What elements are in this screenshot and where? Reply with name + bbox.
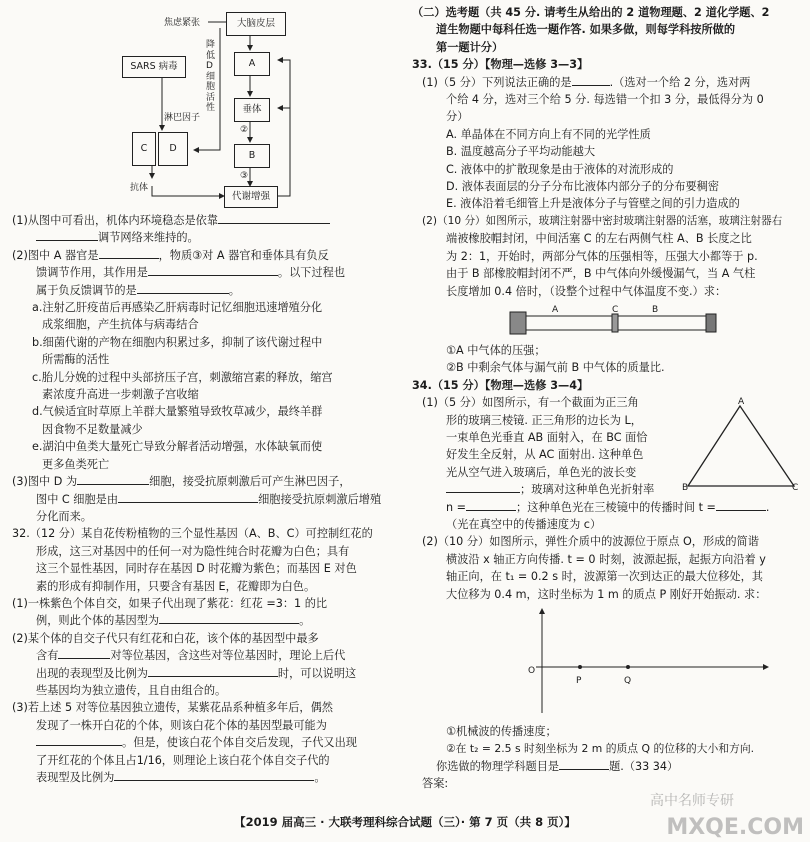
- choose-blank: [559, 758, 609, 770]
- q31-2f: 。: [228, 283, 240, 297]
- option-c-line2: 素浓度升高进一步刺激子宫收缩: [42, 388, 199, 402]
- q32-2e: 时，可以说明这: [277, 666, 357, 680]
- q32-1c: 。: [299, 614, 311, 628]
- q34-1-blank3: [716, 499, 766, 511]
- page-footer: 【2019 届高三 · 大联考理科综合试题（三）· 第 7 页（共 8 页）】: [234, 815, 576, 829]
- q34-2b: 横波沿 x 轴正方向传播. t = 0 时刻，波源起振，起振方向沿着 y: [446, 552, 766, 566]
- organ-b-box: B: [234, 144, 270, 168]
- option-a-line2: 成浆细胞，产生抗体与病毒结合: [42, 318, 199, 332]
- substance-3-label: ③: [240, 171, 249, 181]
- q33-1b: .（选对一个给 2 分，选对两: [609, 75, 751, 89]
- cortex-box: 大脑皮层: [226, 12, 286, 36]
- q34-1i: .: [765, 500, 770, 514]
- q32-3c: 。但是，使该白花个体自交后发现，子代又出现: [122, 736, 357, 750]
- q31-3e: 分化而来。: [36, 509, 92, 523]
- prism-triangle: [682, 402, 802, 492]
- diagram-arrows: [12, 0, 396, 212]
- right-column: [412, 0, 800, 793]
- q32-3-blank2: [114, 769, 314, 781]
- q33-1d: 分）: [446, 110, 469, 124]
- q33-option-a: A. 单晶体在不同方向上有不同的光学性质: [446, 127, 651, 141]
- q31-3c: 图中 C 细胞是由: [36, 492, 119, 506]
- q31-1b-blank: [36, 229, 98, 241]
- q33-option-d: D. 液体表面层的分子分布比液体内部分子的分布要稠密: [446, 180, 720, 194]
- q34-1-blank1: [446, 481, 520, 493]
- answer-label: 答案:: [422, 777, 449, 791]
- syringe-label-b: B: [652, 304, 659, 315]
- q32-2d: 出现的表现型及比例为: [36, 666, 148, 680]
- q32-3-blank1: [36, 734, 122, 746]
- q31-1b-text: 调节网络来维持的。: [98, 231, 199, 245]
- q32-stem-4: 素的形成有抑制作用，只要含有基因 E，花瓣即为白色。: [36, 579, 316, 593]
- organ-a-box: A: [234, 52, 270, 76]
- axis-origin-label: O: [528, 666, 536, 676]
- q31-2-blank1: [99, 247, 159, 259]
- q34-title: 34.（15 分）【物理—选修 3—4】: [412, 378, 589, 392]
- q34-1j: （光在真空中的传播速度为 c）: [446, 517, 602, 531]
- q33-part-1: ①A 中气体的压强；: [446, 343, 546, 357]
- q33-2c: 为 2：1，开始时，两部分气体的压强相等，压强大小都等于 p.: [446, 249, 758, 263]
- option-b-line2: 所需酶的活性: [42, 353, 110, 367]
- q32-stem-1: 32.（12 分）某自花传粉植物的三个显性基因（A、B、C）可控制红花的: [12, 527, 373, 541]
- wave-axis-drawing: [412, 603, 800, 723]
- q33-2e: 长度增加 0.4 倍时，（设整个过程中气体温度不变.）求：: [446, 284, 727, 298]
- q32-2-blank1: [58, 647, 110, 659]
- q34-1d: 好发生全反射，从 AC 面射出. 这种单色: [446, 448, 644, 462]
- q34-part-1: ①机械波的传播速度；: [446, 725, 557, 738]
- q31-3a: (3)图中 D 为: [12, 475, 78, 489]
- cell-d-box: D: [158, 132, 188, 166]
- watermark-logo: MXQE.COM: [666, 815, 804, 840]
- metabolism-box: 代谢增强: [224, 186, 278, 208]
- pituitary-box: 垂体: [234, 98, 270, 122]
- q33-option-c: C. 液体中的扩散现象是由于液体的对流形成的: [446, 162, 674, 176]
- option-d-line1: d.气候适宜时草原上羊群大量繁殖导致牧草减少，最终羊群: [32, 405, 323, 419]
- point-p-label: P: [576, 676, 582, 686]
- q33-option-b: B. 温度越高分子平均动能越大: [446, 145, 596, 159]
- choose-text: 你选做的物理学科题目是: [436, 759, 560, 773]
- q33-title: 33.（15 分）【物理—选修 3—3】: [412, 58, 589, 72]
- q33-2a: (2)（10 分）如图所示，玻璃注射器中密封玻璃注射器的活塞，玻璃注射器右: [422, 214, 783, 227]
- q33-2b: 端被橡胶帽封闭，中间活塞 C 的左右两侧气柱 A、B 长度之比: [446, 232, 752, 246]
- q32-3a: (3)若上述 5 对等位基因独立遗传，某紫花品系种植多年后，偶然: [12, 701, 333, 715]
- q34-2d: 大位移为 0.4 m，这时坐标为 1 m 的质点 P 刚好开始振动. 求：: [446, 587, 767, 601]
- q32-3f: 。: [314, 771, 326, 784]
- q31-2a: (2)图中 A 器官是: [12, 248, 99, 262]
- q32-1b: 例，则此个体的基因型为: [36, 614, 160, 628]
- q32-2-blank2: [148, 665, 278, 677]
- q34-part-2: ②在 t₂ = 2.5 s 时刻坐标为 2 m 的质点 Q 的位移的大小和方向.: [446, 742, 755, 756]
- q34-1f: ；玻璃对这种单色光折射率: [520, 483, 655, 497]
- q32-1a: (1)一株紫色个体自交，如果子代出现了紫花：红花 =3：1 的比: [12, 596, 328, 610]
- q31-2e: 属于负反馈调节的是: [36, 283, 137, 297]
- cell-c-box: C: [132, 132, 156, 166]
- wave-axis-figure: [412, 603, 800, 723]
- option-a-line1: a.注射乙肝疫苗后再感染乙肝病毒时记忆细胞迅速增殖分化: [32, 301, 323, 315]
- watermark-text: 高中名师专研: [650, 793, 734, 809]
- option-b-line1: b.细菌代谢的产物在细胞内积累过多，抑制了该代谢过程中: [32, 335, 323, 349]
- sars-virus-box: SARS 病毒: [122, 56, 186, 78]
- q33-1a: (1)（5 分）下列说法正确的是: [422, 75, 572, 89]
- q34-1h: ；这种单色光在三棱镜中的传播时间 t =: [516, 500, 716, 514]
- anxiety-label: 焦虑紧张: [164, 18, 201, 28]
- q31-3-blank1: [77, 473, 149, 485]
- q32-3e: 表现型及比例为: [36, 771, 115, 784]
- q34-1-blank2: [466, 499, 516, 511]
- q32-3d: 了开红花的个体且占1/16，则理论上该白花个体自交子代的: [36, 753, 330, 767]
- syringe-drawing: [412, 300, 800, 342]
- q32-stem-3: 这三个显性基因，同时存在基因 D 时花瓣为紫色；而基因 E 对色: [36, 562, 357, 576]
- q31-2c: 馈调节作用，其作用是: [36, 266, 148, 280]
- q31-2d: 。以下过程也: [277, 266, 346, 280]
- q31-2-blank3: [137, 282, 229, 294]
- q31-1-text: (1)从图中可看出，机体内环境稳态是依靠: [12, 214, 219, 227]
- q32-2b: 含有: [36, 649, 59, 663]
- q33-part-2: ②B 中剩余气体与漏气前 B 中气体的质量比.: [446, 361, 665, 375]
- syringe-label-c: C: [612, 304, 619, 315]
- lymphokine-label: 淋巴因子: [164, 113, 201, 123]
- left-column: [12, 0, 396, 786]
- q31-2-blank2: [148, 264, 278, 276]
- elective-heading-1: （二）选考题（共 45 分. 请考生从给出的 2 道物理题、2 道化学题、2: [412, 6, 770, 19]
- q31-3b: 细胞，接受抗原刺激后可产生淋巴因子，: [149, 475, 351, 489]
- q31-3d: 细胞接受抗原刺激后增殖: [258, 492, 382, 506]
- q34-2a: (2)（10 分）如图所示，弹性介质中的波源位于原点 O，形成的简谐: [422, 535, 759, 549]
- q34-1a: (1)（5 分）如图所示，有一个截面为正三角: [422, 396, 639, 410]
- immune-regulation-diagram: [12, 0, 396, 212]
- option-c-line1: c.胎儿分娩的过程中头部挤压子宫，刺激缩宫素的释放，缩宫: [32, 370, 333, 384]
- syringe-figure: [412, 300, 800, 342]
- q32-1-blank: [159, 612, 299, 624]
- q34-1g: n =: [446, 500, 467, 514]
- q34-1c: 一束单色光垂直 AB 面射入，在 BC 面恰: [446, 430, 648, 444]
- prism-vertex-c: C: [792, 483, 799, 494]
- q34-1e: 光从空气进入玻璃后，单色光的波长变: [446, 465, 637, 479]
- prism-vertex-a: A: [738, 397, 745, 408]
- substance-2-label: ②: [240, 125, 249, 135]
- syringe-label-a: A: [552, 304, 559, 315]
- q32-stem-2: 形成，这三对基因中的任何一对为隐性纯合时花瓣为白色；具有: [36, 544, 350, 558]
- reduce-d-activity-label: 降低D细胞活性: [206, 40, 216, 113]
- q33-option-e: E. 液体沿着毛细管上升是液体分子与管壁之间的引力造成的: [446, 197, 740, 211]
- prism-vertex-b: B: [682, 483, 689, 494]
- q31-3-blank2: [118, 491, 258, 503]
- choose-text-b: 题.（33 34）: [609, 759, 679, 773]
- q34-2c: 轴正向，在 t₁ = 0.2 s 时，波源第一次到达正的最大位移处，其: [446, 570, 763, 584]
- q32-2a: (2)某个体的自交子代只有红花和白花，该个体的基因型中最多: [12, 631, 319, 645]
- q33-2d: 由于 B 部橡胶帽封闭不严，B 中气体向外缓慢漏气，当 A 气柱: [446, 267, 756, 281]
- q32-2f: 些基因均为独立遗传，且自由组合的。: [36, 683, 227, 697]
- q31-2b: ，物质③对 A 器官和垂体具有负反: [158, 248, 329, 262]
- elective-heading-3: 第一题计分）: [436, 40, 504, 54]
- option-d-line2: 因食物不足数量减少: [42, 422, 143, 436]
- q31-1-blank: [218, 212, 330, 224]
- q34-1b: 形的玻璃三棱镜. 正三角形的边长为 L，: [446, 413, 642, 427]
- q32-3b: 发现了一株开白花的个体，则该白花个体的基因型最可能为: [36, 718, 327, 732]
- q33-1c: 个给 4 分，选对三个给 5 分. 每选错一个扣 3 分，最低得分为 0: [446, 93, 764, 107]
- antibody-label: 抗体: [130, 183, 149, 193]
- q33-1-blank: [572, 74, 610, 86]
- option-e-line1: e.湖泊中鱼类大量死亡导致分解者活动增强，水体缺氧而使: [32, 440, 323, 454]
- option-e-line2: 更多鱼类死亡: [42, 457, 110, 471]
- elective-heading-2: 道生物题中每科任选一题作答. 如果多做，则每学科按所做的: [436, 23, 736, 37]
- q32-2c: 对等位基因，含这些对等位基因时，理论上后代: [110, 649, 346, 663]
- q34-1-block: [412, 394, 800, 533]
- point-q-label: Q: [624, 676, 632, 686]
